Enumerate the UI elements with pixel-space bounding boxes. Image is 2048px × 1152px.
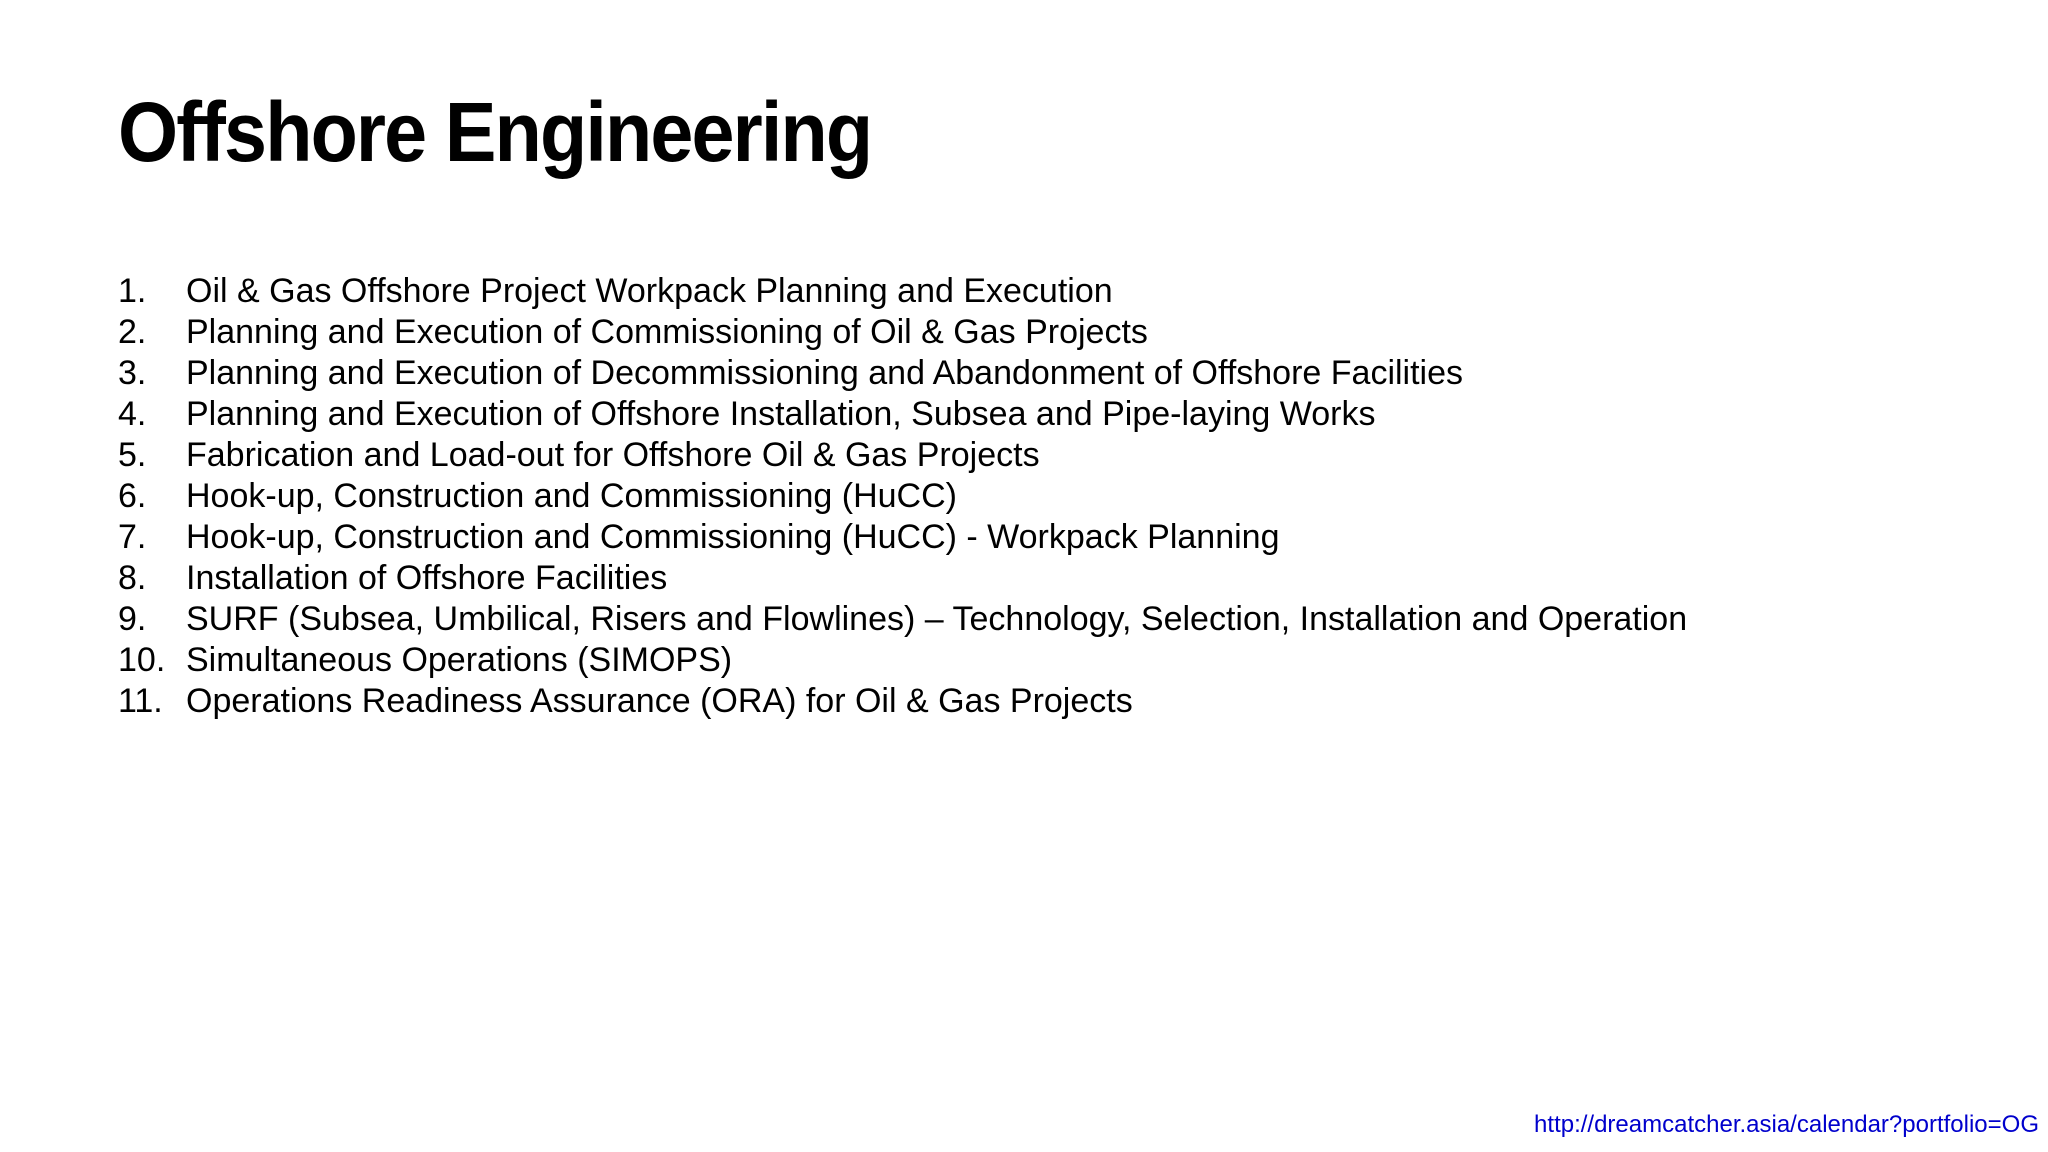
list-item-text: Planning and Execution of Offshore Installation, Subsea and Pipe-laying Works (186, 395, 1376, 433)
list-item (118, 353, 1687, 394)
list-item (118, 435, 1687, 476)
list-item-text: Oil & Gas Offshore Project Workpack Planning and Execution (186, 272, 1113, 310)
list-item (118, 476, 1687, 517)
list-item-number: 1. (118, 272, 147, 310)
list-item-text: Fabrication and Load-out for Offshore Oil & Gas Projects (186, 436, 1040, 474)
list-item (118, 681, 1687, 722)
list-item-number: 8. (118, 559, 147, 597)
portfolio-link[interactable]: http://dreamcatcher.asia/calendar?portfolio=OG (1534, 1111, 2039, 1138)
list-item (118, 599, 1687, 640)
list-item (118, 394, 1687, 435)
list-item-text: Operations Readiness Assurance (ORA) for Oil & Gas Projects (186, 682, 1133, 720)
list-item-number: 2. (118, 313, 147, 351)
list-item-text: Hook-up, Construction and Commissioning (HuCC) (186, 477, 957, 515)
list-item-text: Installation of Offshore Facilities (186, 559, 668, 597)
list-item-text: Hook-up, Construction and Commissioning (HuCC) - Workpack Planning (186, 518, 1280, 556)
list-item-number: 4. (118, 395, 147, 433)
list-item-text: SURF (Subsea, Umbilical, Risers and Flowlines) – Technology, Selection, Installation and Operation (186, 600, 1688, 638)
list-item-number: 10. (118, 641, 166, 679)
list-item (118, 517, 1687, 558)
list-item-text: Planning and Execution of Decommissioning and Abandonment of Offshore Facilities (186, 354, 1464, 392)
list-item (118, 271, 1687, 312)
list-item (118, 558, 1687, 599)
list-item-text: Simultaneous Operations (SIMOPS) (186, 641, 733, 679)
course-list (118, 271, 1687, 722)
list-item-text: Planning and Execution of Commissioning of Oil & Gas Projects (186, 313, 1148, 351)
list-item-number: 9. (118, 600, 147, 638)
list-item-number: 5. (118, 436, 147, 474)
list-item (118, 640, 1687, 681)
list-item-number: 3. (118, 354, 147, 392)
list-item-number: 11. (118, 682, 163, 720)
list-item-number: 7. (118, 518, 147, 556)
list-item (118, 312, 1687, 353)
page-title: Offshore Engineering (118, 85, 872, 179)
list-item-number: 6. (118, 477, 147, 515)
